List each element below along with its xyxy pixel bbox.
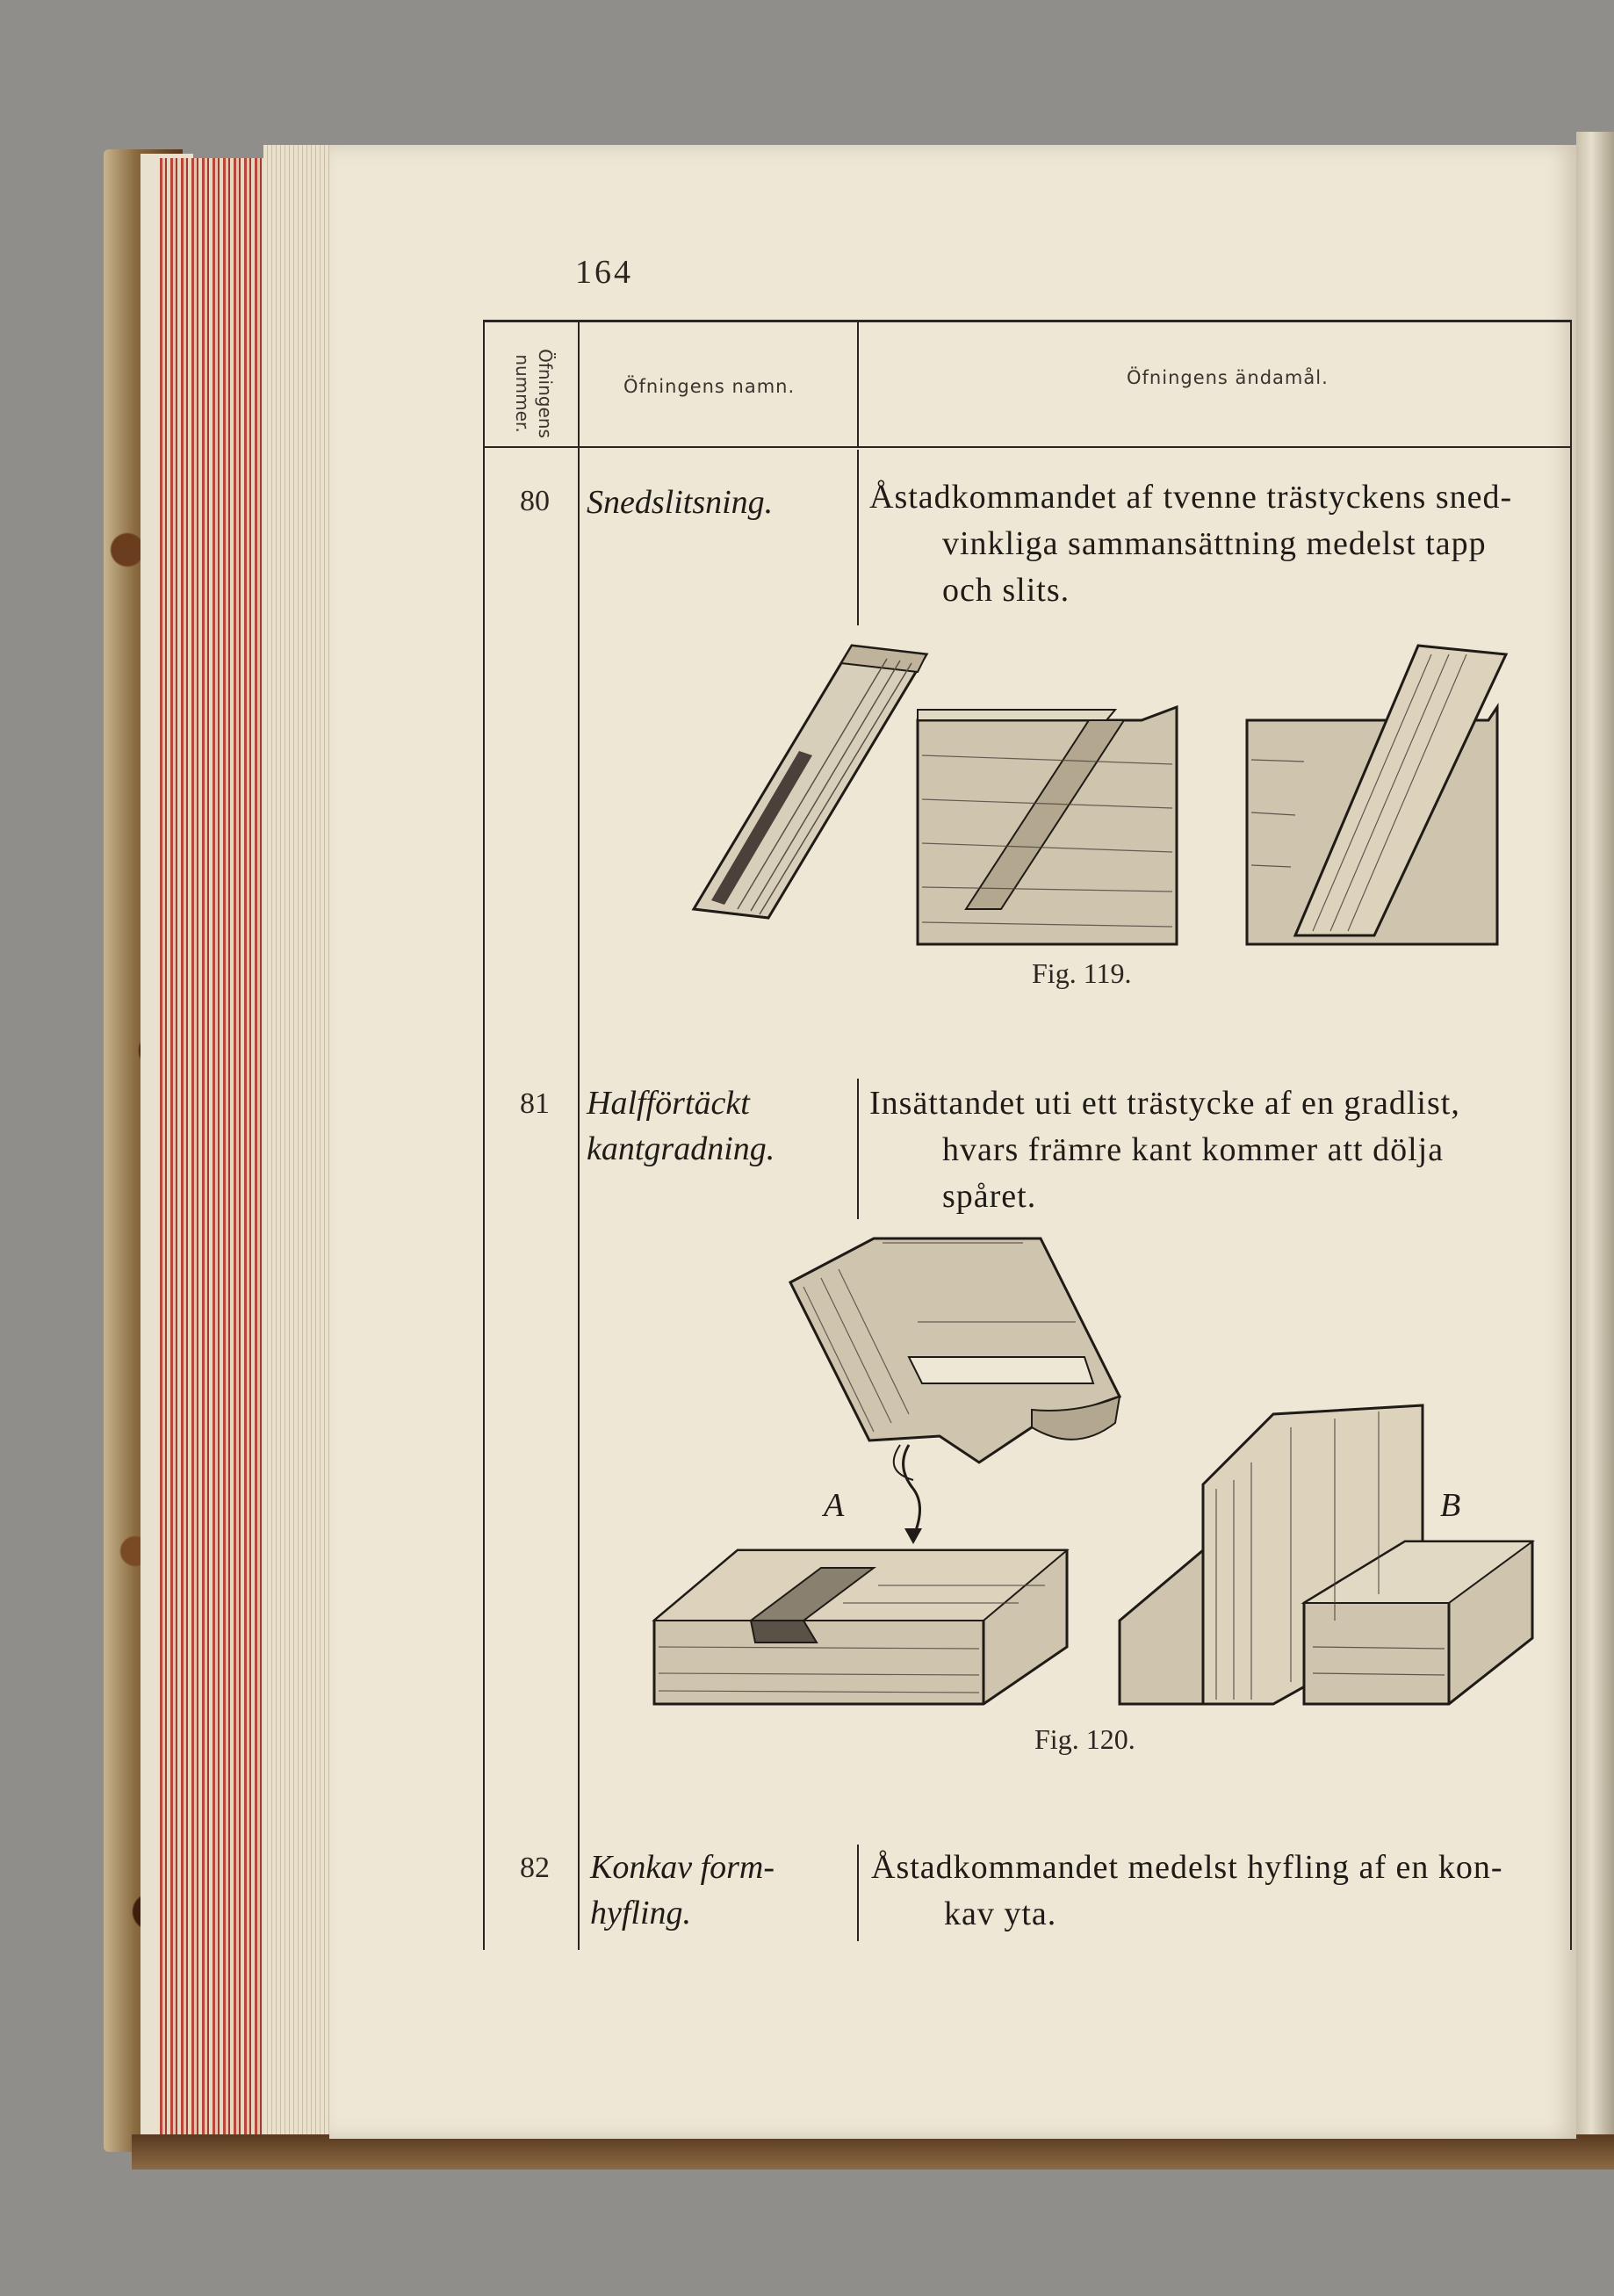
fig119-joined-block: [1243, 637, 1506, 953]
exercise-number-82: 82: [520, 1852, 550, 1884]
header-number-line2: nummer.: [512, 354, 533, 433]
exercise-name-82-line1: Konkav form-: [590, 1849, 775, 1886]
purpose-81-line2: hvars främre kant kommer att dölja: [942, 1131, 1445, 1168]
purpose-81-line1: Insättandet uti ett trästycke af en gradlist,: [869, 1085, 1460, 1122]
fig120-assembled-B: [1115, 1401, 1537, 1717]
exercise-number-81: 81: [520, 1087, 550, 1120]
purpose-82-line2: kav yta.: [944, 1895, 1057, 1932]
column-rule-3-row80: [857, 450, 859, 625]
fig119-slot-block: [913, 703, 1177, 949]
exercise-purpose-81: [869, 1080, 1460, 1220]
page-number: 164: [575, 254, 633, 291]
header-number: [472, 341, 595, 446]
purpose-81-line3: spåret.: [942, 1178, 1037, 1215]
fig120-arrow: [891, 1440, 944, 1546]
fig120-grooved-board-A: [650, 1541, 1071, 1708]
fig119-tenon-piece: [685, 637, 931, 927]
exercise-name-81: [587, 1080, 775, 1172]
exercise-name-81-line2: kantgradning.: [587, 1130, 775, 1167]
column-rule-3-row82: [857, 1845, 859, 1941]
fig120-label-A: A: [824, 1487, 845, 1524]
purpose-82-line1: Åstadkommandet medelst hyfling af en kon-: [871, 1849, 1503, 1886]
table-header-rule: [483, 446, 1572, 448]
exercise-name-81-line1: Halfförtäckt: [587, 1085, 750, 1122]
page-stack-inner: [263, 145, 334, 2143]
fig120-label-B: B: [1440, 1487, 1461, 1524]
purpose-80-line2: vinkliga sammansättning medelst tapp: [942, 525, 1487, 562]
column-rule-3-header: [857, 321, 859, 446]
fig120-dovetail-strip: [786, 1234, 1155, 1471]
fig119-caption: Fig. 119.: [1032, 957, 1132, 989]
exercise-purpose-82: [871, 1845, 1503, 1938]
exercise-name-80-line1: Snedslitsning.: [587, 484, 774, 521]
column-rule-3-row81: [857, 1079, 859, 1219]
fig120-caption: Fig. 120.: [1034, 1723, 1135, 1755]
header-number-line1: Öfningens: [535, 349, 556, 438]
column-rule-2: [578, 321, 580, 1950]
table-top-rule: [483, 320, 1572, 322]
book-cover-bottom: [132, 2134, 1614, 2170]
header-name: Öfningens namn.: [623, 376, 796, 397]
exercise-name-82-line2: hyfling.: [590, 1895, 692, 1931]
exercise-name-80: [587, 480, 773, 525]
header-purpose: Öfningens ändamål.: [1127, 367, 1329, 388]
column-rule-right: [1570, 321, 1572, 1950]
purpose-80-line3: och slits.: [942, 572, 1070, 609]
exercise-number-80: 80: [520, 485, 550, 517]
column-rule-1: [483, 321, 485, 1950]
exercise-name-82: [590, 1845, 775, 1936]
purpose-80-line1: Åstadkommandet af tvenne trästyckens sned-: [869, 479, 1513, 516]
exercise-purpose-80: [869, 474, 1512, 614]
facing-page-edge: [1576, 132, 1614, 2143]
